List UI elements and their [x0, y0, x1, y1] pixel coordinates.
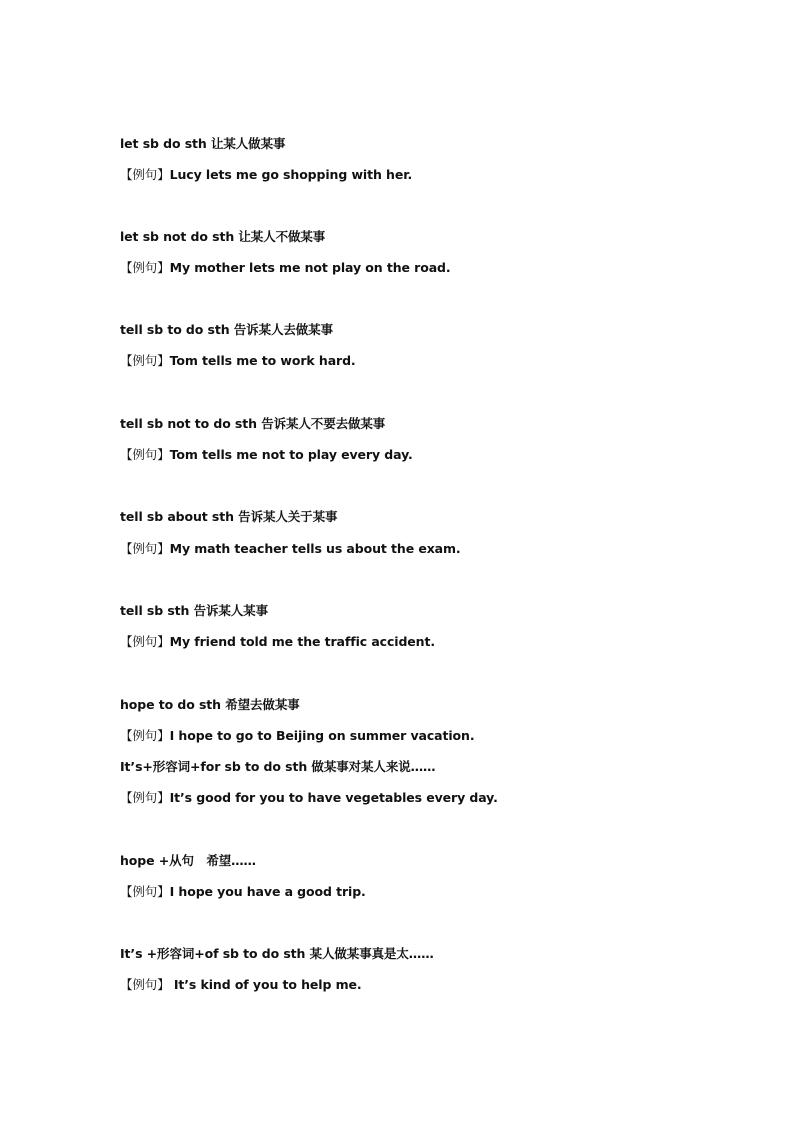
example-sentence: It’s good for you to have vegetables every day. — [169, 790, 498, 805]
example-sentence: Tom tells me to work hard. — [169, 353, 356, 368]
phrase-line: hope to do sth 希望去做某事 — [120, 697, 300, 712]
example-sentence: My math teacher tells us about the exam. — [169, 541, 461, 556]
phrase-line: It’s+形容词+for sb to do sth 做某事对某人来说…… — [120, 759, 436, 774]
example-line — [120, 447, 413, 463]
example-sentence: My friend told me the traffic accident. — [169, 634, 436, 649]
phrase-line: tell sb sth 告诉某人某事 — [120, 603, 268, 618]
phrase-line: It’s +形容词+of sb to do sth 某人做某事真是太…… — [120, 946, 434, 961]
example-line — [120, 790, 498, 806]
example-label: 【例句】 — [120, 884, 170, 899]
example-line — [120, 167, 412, 183]
example-sentence: I hope to go to Beijing on summer vacation. — [169, 728, 475, 743]
phrase-line: tell sb to do sth 告诉某人去做某事 — [120, 322, 333, 337]
example-sentence: Tom tells me not to play every day. — [169, 447, 413, 462]
example-label: 【例句】 — [120, 447, 170, 462]
phrase-line: let sb do sth 让某人做某事 — [120, 136, 286, 151]
example-sentence: My mother lets me not play on the road. — [169, 260, 451, 275]
example-sentence: Lucy lets me go shopping with her. — [169, 167, 413, 182]
phrase-line: tell sb not to do sth 告诉某人不要去做某事 — [120, 416, 386, 431]
example-line — [120, 260, 451, 276]
example-label: 【例句】 — [120, 634, 170, 649]
example-sentence: I hope you have a good trip. — [169, 884, 366, 899]
example-label: 【例句】 — [120, 790, 170, 805]
example-line — [120, 634, 435, 650]
example-label: 【例句】 — [120, 353, 170, 368]
phrase-line: tell sb about sth 告诉某人关于某事 — [120, 509, 338, 524]
example-line — [120, 884, 366, 900]
example-label: 【例句】 — [120, 167, 170, 182]
phrase-line: let sb not do sth 让某人不做某事 — [120, 229, 326, 244]
example-label: 【例句】 — [120, 260, 170, 275]
phrase-line: hope +从句 希望…… — [120, 853, 256, 868]
example-label: 【例句】 — [120, 728, 170, 743]
example-label: 【例句】 — [120, 541, 170, 556]
example-line — [120, 728, 475, 744]
example-label: 【例句】 — [120, 977, 170, 992]
example-line — [120, 353, 356, 369]
example-line — [120, 541, 461, 557]
example-line — [120, 977, 362, 993]
example-sentence: It’s kind of you to help me. — [169, 977, 362, 992]
